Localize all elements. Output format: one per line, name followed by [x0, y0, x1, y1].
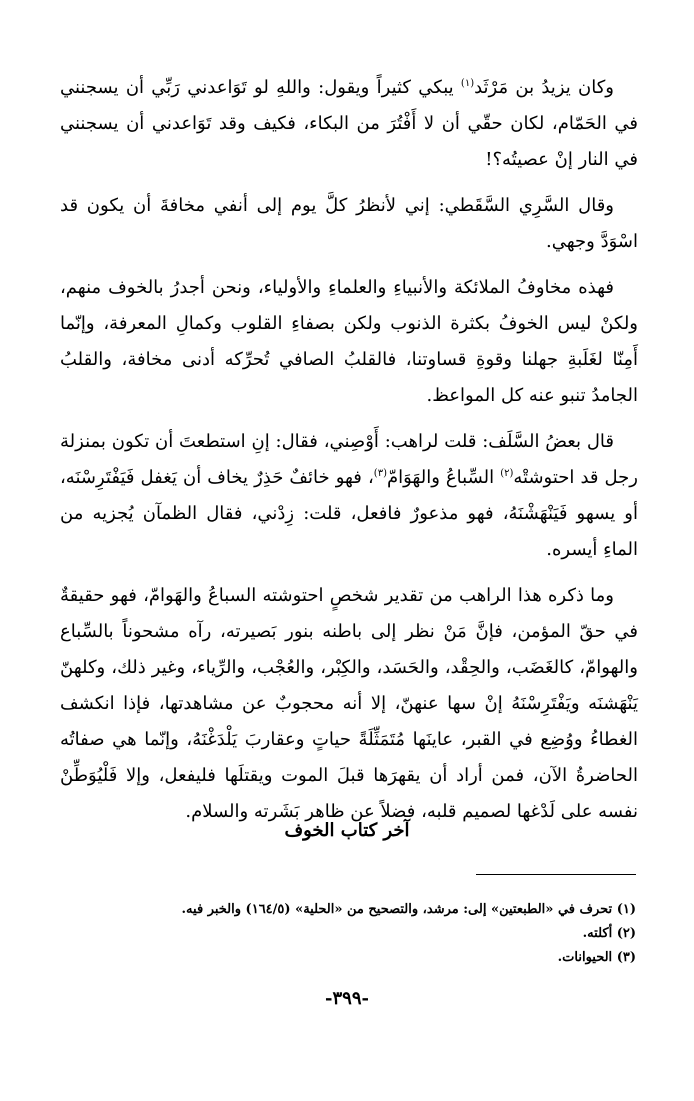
footnote-ref-1: (١) — [460, 78, 475, 89]
paragraph-sari: وقال السَّرِي السَّقَطي: إني لأنظرُ كلَّ يوم إلى أنفي مخافةَ أن يكون قد اسْوَدَّ وجهي. — [60, 195, 638, 252]
footnote-ref-3: (٣) — [373, 468, 387, 479]
footnote-ref-2: (٢) — [500, 468, 514, 479]
paragraph-fears: فهذه مخاوفُ الملائكة والأنبياءِ والعلماءِ والأولياء، ونحن أجدرُ بالخوف منهم، ولكنْ ليس الخوفُ بكثرة الذنوب ولكن بصفاءِ القلوب وكمالِ المعرفة، وإنّما أَمِنّا لغَلَبةِ جهلنا وقوةِ قساوتنا، فالقلبُ الصافي تُحرِّكه أدنى مخافة، والقلبُ الجامدُ تنبو عنه كل المواعظ. — [60, 277, 638, 406]
footnote-1: (١) تحرف في «الطبعتين» إلى: مرشد، والتصحيح من «الحلية» (١٦٤/٥) والخبر فيه. — [181, 902, 636, 917]
footnotes — [60, 898, 636, 970]
footnote-2: (٢) أكلته. — [582, 926, 636, 941]
paragraph-yazid: وكان يزيدُ بن مَرْثَد$^{(١)}$ يبكي كثيراً ويقول: واللهِ لو تَوَاعدني رَبِّي أن يسجنني في الحَمّام، لكان حقّي أن لا أَفْتُرَ من البكاء، فكيف وقد تَوَاعدني أن يسجنني في النار إنْ عصيتُه؟! — [60, 77, 638, 170]
section-closing: آخر كتاب الخوف — [284, 820, 410, 841]
footnote-3: (٣) الحيوانات. — [557, 950, 636, 965]
paragraph-commentary: وما ذكره هذا الراهب من تقدير شخصٍ احتوشته السباعُ والهَوامّ، فهو حقيقةٌ في حقّ المؤمن، فإنَّ مَنْ نظر إلى باطنه بنور بَصيرته، رآه مشحوناً بالسِّباع والهوامّ، كالغَضَب، والحِقْد، والحَسَد، والكِبْر، والعُجْب، والرِّياء، وغير ذلك، وكلهنّ يَنْهَشنَه ويَفْتَرِسْنَهُ إنْ سها عنهنّ، إلا أنه محجوبٌ عن مشاهدتها، فإذا انكشف الغطاءُ ووُضِع في القبر، عاينَها مُتَمَثِّلَةً حياتٍ وعقاربَ يَلْدَغْنَهُ، وإنّما هي صفاتُه الحاضرةُ الآن، فمن أراد أن يقهرَها قبلَ الموت ويقتلَها فليفعل، وإلا فَلْيُوَطِّنْ نفسه على لَدْغها لصميم قلبه، فضلاً عن ظاهر بَشَرته والسلام. — [60, 585, 638, 822]
main-text — [60, 70, 638, 840]
paragraph-monk: قال بعضُ السَّلَف: قلت لراهب: أَوْصِني، فقال: إنِ استطعتَ أن تكون بمنزلة رجل قد احتوشتْه$^{(٢)}$ السِّباعُ والهَوَامّ$^{(٣)}$، فهو خائفٌ حَذِرٌ يخاف أن يَغفل فَيَفْتَرِسْنَه، أو يسهو فَيَنْهَشْنَهُ، فهو مذعورٌ فافعل، قلت: زِدْني، فقال الظمآن يُجزيه من الماءِ أيسره. — [60, 431, 638, 560]
page-number: -٣٩٩- — [325, 988, 369, 1009]
footnote-divider — [476, 874, 636, 875]
